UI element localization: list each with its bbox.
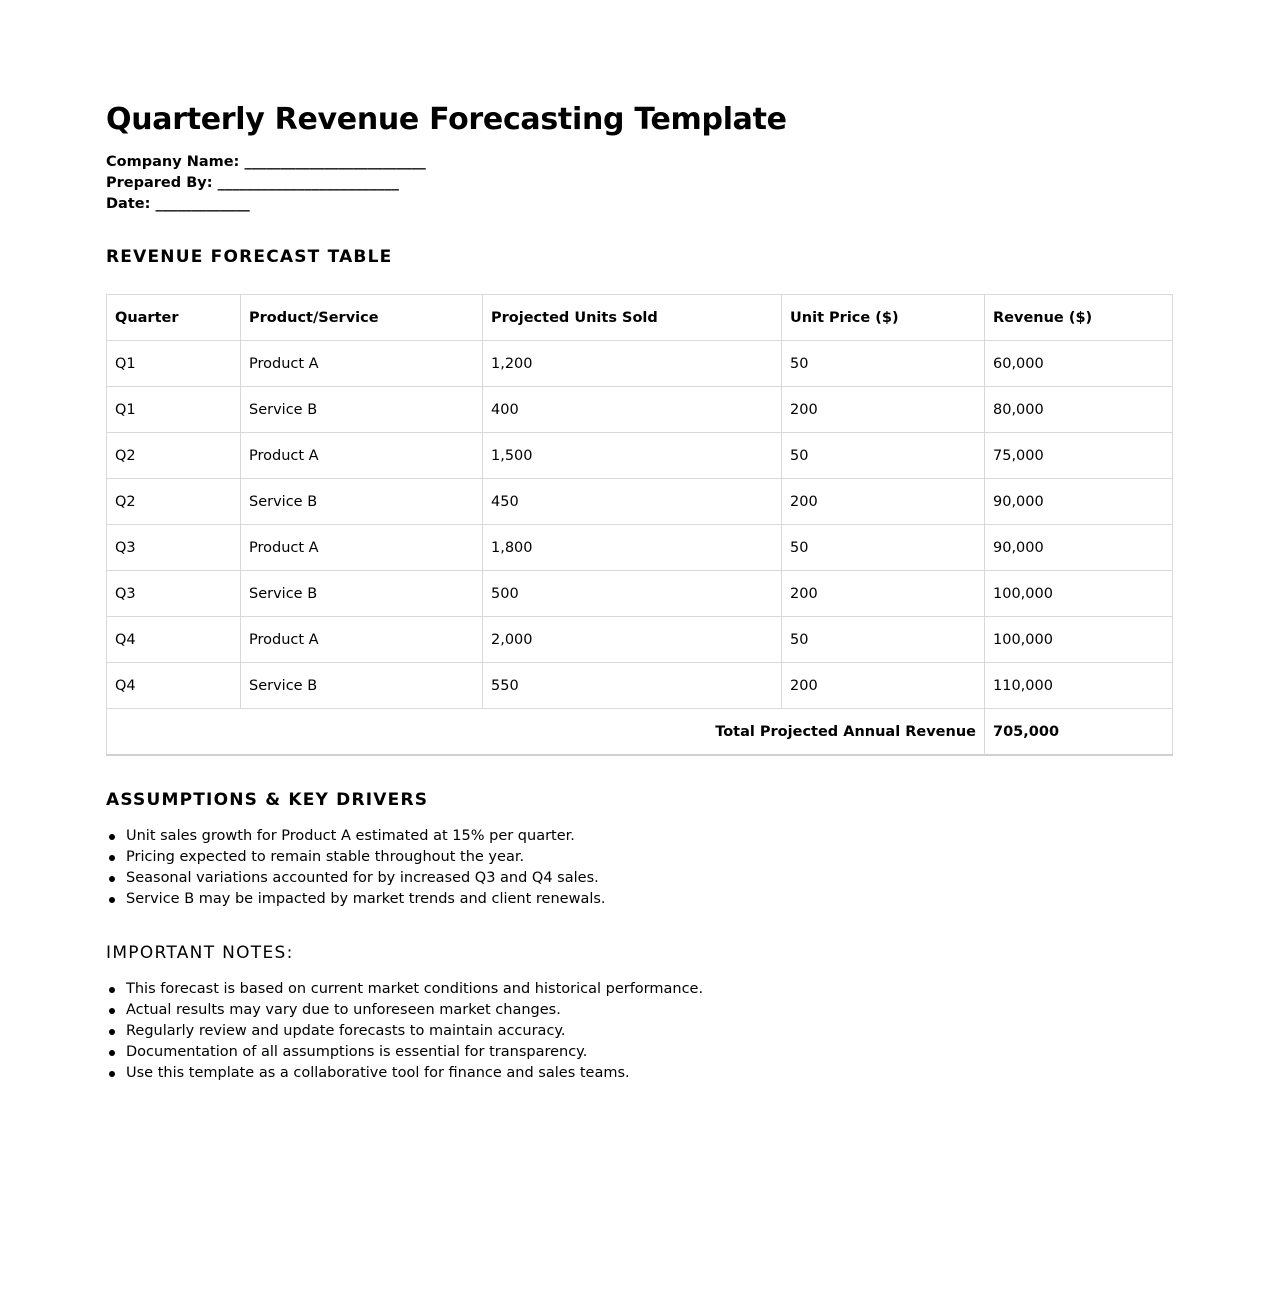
date-line [106, 194, 426, 215]
product-cell: Product A [241, 433, 483, 479]
quarter-cell: Q4 [107, 617, 241, 663]
table-row [107, 571, 1173, 617]
product-cell: Product A [241, 341, 483, 387]
revenue-cell: 100,000 [985, 617, 1173, 663]
list-item: Service B may be impacted by market trends and client renewals. [126, 889, 606, 910]
table-header-row [107, 295, 1173, 341]
column-header-product-service: Product/Service [241, 295, 483, 341]
revenue-cell: 75,000 [985, 433, 1173, 479]
assumptions-list [106, 826, 606, 910]
revenue-cell: 100,000 [985, 571, 1173, 617]
revenue-cell: 80,000 [985, 387, 1173, 433]
column-header-revenue: Revenue ($) [985, 295, 1173, 341]
price-cell: 200 [782, 387, 985, 433]
product-cell: Product A [241, 617, 483, 663]
quarter-cell: Q1 [107, 387, 241, 433]
prepared-by-label: Prepared By: [106, 175, 213, 191]
column-header-quarter: Quarter [107, 295, 241, 341]
document-meta [106, 152, 426, 215]
quarter-cell: Q3 [107, 525, 241, 571]
product-cell: Service B [241, 479, 483, 525]
revenue-cell: 110,000 [985, 663, 1173, 709]
list-item: Pricing expected to remain stable throughout the year. [126, 847, 606, 868]
price-cell: 200 [782, 479, 985, 525]
list-item: Use this template as a collaborative tool for finance and sales teams. [126, 1063, 703, 1084]
company-name-blank: _________________________ [244, 154, 426, 170]
list-item: Regularly review and update forecasts to maintain accuracy. [126, 1021, 703, 1042]
revenue-cell: 60,000 [985, 341, 1173, 387]
list-item: Documentation of all assumptions is essential for transparency. [126, 1042, 703, 1063]
product-cell: Service B [241, 387, 483, 433]
document-title: Quarterly Revenue Forecasting Template [106, 102, 787, 137]
forecast-table-heading: REVENUE FORECAST TABLE [106, 247, 393, 267]
table-row [107, 479, 1173, 525]
price-cell: 50 [782, 617, 985, 663]
quarter-cell: Q3 [107, 571, 241, 617]
units-cell: 2,000 [483, 617, 782, 663]
company-name-line [106, 152, 426, 173]
units-cell: 1,800 [483, 525, 782, 571]
list-item: Seasonal variations accounted for by increased Q3 and Q4 sales. [126, 868, 606, 889]
quarter-cell: Q2 [107, 479, 241, 525]
price-cell: 200 [782, 663, 985, 709]
prepared-by-blank: _________________________ [217, 175, 399, 191]
table-row [107, 663, 1173, 709]
column-header-unit-price: Unit Price ($) [782, 295, 985, 341]
units-cell: 550 [483, 663, 782, 709]
table-row [107, 525, 1173, 571]
total-value: 705,000 [985, 709, 1173, 756]
table-row [107, 433, 1173, 479]
price-cell: 50 [782, 341, 985, 387]
date-blank: _____________ [155, 196, 250, 212]
units-cell: 500 [483, 571, 782, 617]
product-cell: Product A [241, 525, 483, 571]
table-row [107, 341, 1173, 387]
price-cell: 50 [782, 433, 985, 479]
list-item: Unit sales growth for Product A estimated at 15% per quarter. [126, 826, 606, 847]
units-cell: 1,200 [483, 341, 782, 387]
quarter-cell: Q1 [107, 341, 241, 387]
units-cell: 450 [483, 479, 782, 525]
list-item: Actual results may vary due to unforeseen market changes. [126, 1000, 703, 1021]
revenue-cell: 90,000 [985, 525, 1173, 571]
prepared-by-line [106, 173, 426, 194]
total-row [107, 709, 1173, 756]
product-cell: Service B [241, 571, 483, 617]
important-notes-list [106, 979, 703, 1084]
units-cell: 400 [483, 387, 782, 433]
important-notes-heading: IMPORTANT NOTES: [106, 943, 294, 963]
price-cell: 50 [782, 525, 985, 571]
company-name-label: Company Name: [106, 154, 240, 170]
product-cell: Service B [241, 663, 483, 709]
column-header-projected-units: Projected Units Sold [483, 295, 782, 341]
assumptions-heading: ASSUMPTIONS & KEY DRIVERS [106, 790, 429, 810]
table-row [107, 387, 1173, 433]
list-item: This forecast is based on current market conditions and historical performance. [126, 979, 703, 1000]
quarter-cell: Q2 [107, 433, 241, 479]
price-cell: 200 [782, 571, 985, 617]
units-cell: 1,500 [483, 433, 782, 479]
quarter-cell: Q4 [107, 663, 241, 709]
revenue-forecast-table [106, 294, 1173, 756]
table-row [107, 617, 1173, 663]
date-label: Date: [106, 196, 151, 212]
revenue-cell: 90,000 [985, 479, 1173, 525]
total-label: Total Projected Annual Revenue [107, 709, 985, 756]
